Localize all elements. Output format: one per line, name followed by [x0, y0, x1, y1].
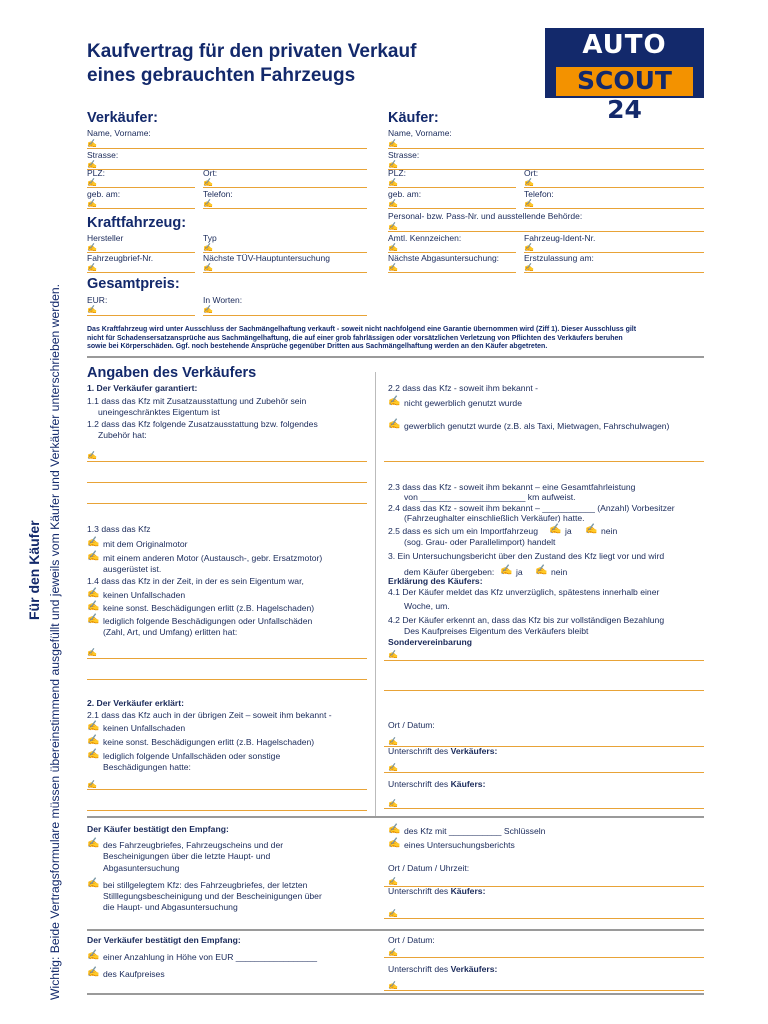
checkbox-pen-icon[interactable]: ✍ — [535, 565, 548, 576]
clause-2-5-cont: (sog. Grau- oder Parallelimport) handelt — [404, 537, 556, 547]
buyer-street-label: Strasse: — [388, 150, 420, 160]
checkbox-pen-icon[interactable]: ✍ — [87, 735, 100, 746]
receipt-decommissioned-cont: Stilllegungsbescheinigung und der Bescheinigungen über — [103, 891, 322, 901]
option2-listed-damage: lediglich folgende Unfallschäden oder sonstige — [103, 751, 281, 761]
pen-icon: ✍ — [87, 780, 97, 789]
price-heading: Gesamtpreis: — [87, 276, 180, 292]
pen-icon: ✍ — [203, 305, 213, 314]
option-original-engine: mit dem Originalmotor — [103, 539, 188, 549]
buyer-name-field[interactable] — [388, 148, 704, 149]
receipt-docs-cont2: Abgasuntersuchung — [103, 863, 180, 873]
seller-info-heading: Angaben des Verkäufers — [87, 365, 257, 381]
pen-icon: ✍ — [524, 243, 534, 252]
pen-icon: ✍ — [388, 199, 398, 208]
pen-icon: ✍ — [388, 948, 398, 957]
checkbox-pen-icon[interactable]: ✍ — [585, 524, 598, 535]
buyer-declaration-title: Erklärung des Käufers: — [388, 576, 483, 586]
receipt-deposit: einer Anzahlung in Höhe von EUR _________________ — [103, 952, 318, 962]
damage2-line-2[interactable] — [87, 810, 367, 811]
buyer-city-label: Ort: — [524, 168, 539, 178]
seller-city-field[interactable] — [203, 187, 367, 188]
buyer-signature-field[interactable] — [384, 808, 704, 809]
pen-icon: ✍ — [388, 243, 398, 252]
seller-zip-field[interactable] — [87, 187, 195, 188]
buyer-vin-label: Fahrzeug-Ident-Nr. — [524, 233, 596, 243]
pen-icon: ✍ — [388, 222, 398, 231]
accessories-line-2[interactable] — [87, 482, 367, 483]
seller-name-field[interactable] — [87, 148, 367, 149]
seller-street-field[interactable] — [87, 169, 367, 170]
clause-2-3-cont: von ______________________ km aufweist. — [404, 492, 576, 502]
divider — [87, 993, 704, 995]
pen-icon: ✍ — [524, 199, 534, 208]
seller-city-label: Ort: — [203, 168, 218, 178]
buyer-street-field[interactable] — [388, 169, 704, 170]
seller-signature-field[interactable] — [384, 772, 704, 773]
buyer-phone-label: Telefon: — [524, 189, 554, 199]
buyer-plate-label: Amtl. Kennzeichen: — [388, 233, 462, 243]
clause-1-2-cont: Zubehör hat: — [98, 430, 147, 440]
damage-line-1[interactable] — [87, 658, 367, 659]
buyer-zip-field[interactable] — [388, 187, 516, 188]
clause-2-1: 2.1 dass das Kfz auch in der übrigen Zeit – soweit ihm bekannt - — [87, 710, 332, 720]
vehicle-tuev-label: Nächste TÜV-Hauptuntersuchung — [203, 253, 330, 263]
buyer-receipt-heading: Der Käufer bestätigt den Empfang: — [87, 824, 229, 834]
receipt-docs-cont: Bescheinigungen über die letzte Haupt- und — [103, 851, 271, 861]
checkbox-pen-icon[interactable]: ✍ — [87, 749, 100, 760]
checkbox-pen-icon[interactable]: ✍ — [87, 721, 100, 732]
clause-2-3: 2.3 dass das Kfz - soweit ihm bekannt – eine Gesamtfahrleistung — [388, 482, 636, 492]
option-no-accident: keinen Unfallschaden — [103, 590, 186, 600]
pen-icon: ✍ — [87, 160, 97, 169]
checkbox-pen-icon[interactable]: ✍ — [388, 838, 401, 849]
vehicle-type-label: Typ — [203, 233, 217, 243]
clause-4-2-cont: Des Kaufpreises Eigentum des Verkäufers bleibt — [404, 626, 589, 636]
section-2-title: 2. Der Verkäufer erklärt: — [87, 698, 184, 708]
buyer-signature-label: Unterschrift des Käufers: — [388, 779, 486, 789]
option2-no-damage: keine sonst. Beschädigungen erlitt (z.B. Hagelschaden) — [103, 737, 315, 747]
pen-icon: ✍ — [388, 763, 398, 772]
pen-icon: ✍ — [87, 648, 97, 657]
copy-label: Für den Käufer — [26, 520, 42, 620]
receipt-docs: des Fahrzeugbriefes, Fahrzeugscheins und der — [103, 840, 284, 850]
buyer-emission-field[interactable] — [388, 272, 516, 273]
clause-1-2: 1.2 dass das Kfz folgende Zusatzausstattung bzw. folgendes — [87, 419, 318, 429]
clause-3: 3. Ein Untersuchungsbericht über den Zustand des Kfz liegt vor und wird — [388, 551, 665, 561]
buyer-phone-field[interactable] — [524, 208, 704, 209]
seller-name-label: Name, Vorname: — [87, 128, 151, 138]
pen-icon: ✍ — [388, 650, 398, 659]
divider — [87, 929, 704, 931]
seller-street-label: Strasse: — [87, 150, 119, 160]
vehicle-brief-field[interactable] — [87, 272, 195, 273]
accessories-line-3[interactable] — [87, 503, 367, 504]
pen-icon: ✍ — [388, 981, 398, 990]
pen-icon: ✍ — [388, 909, 398, 918]
checkbox-pen-icon[interactable]: ✍ — [500, 565, 513, 576]
special-line-1[interactable] — [384, 660, 704, 661]
price-words-label: In Worten: — [203, 295, 243, 305]
divider — [87, 816, 704, 818]
side-note: Wichtig: Beide Vertragsformulare müssen übereinstimmend ausgefüllt und jeweils vom Käufer und Verkäufer unterschrieben werden. — [48, 283, 62, 1000]
buyer-born-label: geb. am: — [388, 189, 422, 199]
checkbox-pen-icon[interactable]: ✍ — [388, 419, 401, 430]
option-commercial: gewerblich genutzt wurde (z.B. als Taxi, Mietwagen, Fahrschulwagen) — [404, 421, 670, 431]
pen-icon: ✍ — [203, 243, 213, 252]
clause-2-4: 2.4 dass das Kfz - soweit ihm bekannt – ___________ (Anzahl) Vorbesitzer — [388, 503, 675, 513]
place-date-label: Ort / Datum: — [388, 720, 435, 730]
receipt-seller-signature-field[interactable] — [384, 990, 704, 991]
pen-icon: ✍ — [203, 263, 213, 272]
option-report-no: nein — [551, 567, 568, 577]
pen-icon: ✍ — [388, 799, 398, 808]
checkbox-pen-icon[interactable]: ✍ — [549, 524, 562, 535]
special-line-2[interactable] — [384, 690, 704, 691]
clause-2-2: 2.2 dass das Kfz - soweit ihm bekannt - — [388, 383, 538, 393]
buyer-city-field[interactable] — [524, 187, 704, 188]
seller-born-field[interactable] — [87, 208, 195, 209]
option-report-yes: ja — [516, 567, 523, 577]
pen-icon: ✍ — [388, 139, 398, 148]
pen-icon: ✍ — [87, 199, 97, 208]
pen-icon: ✍ — [524, 178, 534, 187]
pen-icon: ✍ — [87, 263, 97, 272]
clause-1-1-cont: uneingeschränktes Eigentum ist — [98, 407, 220, 417]
clause-4-1-cont: Woche, um. — [404, 601, 450, 611]
receipt-buyer-signature-label: Unterschrift des Käufers: — [388, 886, 486, 896]
receipt-purchase-price: des Kaufpreises — [103, 969, 165, 979]
vehicle-brief-label: Fahrzeugbrief-Nr. — [87, 253, 154, 263]
divider — [87, 356, 704, 358]
seller-born-label: geb. am: — [87, 189, 121, 199]
clause-3-cont: dem Käufer übergeben: — [404, 567, 495, 577]
checkbox-pen-icon[interactable]: ✍ — [388, 824, 401, 835]
checkbox-pen-icon[interactable]: ✍ — [87, 551, 100, 562]
seller-phone-field[interactable] — [203, 208, 367, 209]
vehicle-maker-label: Hersteller — [87, 233, 124, 243]
accessories-line-1[interactable] — [87, 461, 367, 462]
checkbox-pen-icon[interactable]: ✍ — [388, 396, 401, 407]
seller-signature-label: Unterschrift des Verkäufers: — [388, 746, 498, 756]
receipt-seller-place-field[interactable] — [384, 957, 704, 958]
clause-4-1: 4.1 Der Käufer meldet das Kfz unverzüglich, spätestens innerhalb einer — [388, 587, 660, 597]
checkbox-pen-icon[interactable]: ✍ — [87, 838, 100, 849]
vehicle-heading: Kraftfahrzeug: — [87, 215, 187, 231]
option-listed-damage: lediglich folgende Beschädigungen oder Unfallschäden — [103, 616, 313, 626]
pen-icon: ✍ — [524, 263, 534, 272]
pen-icon: ✍ — [203, 178, 213, 187]
option2-listed-damage-cont: Beschädigungen hatte: — [103, 762, 191, 772]
receipt-buyer-signature-field[interactable] — [384, 918, 704, 919]
buyer-id-label: Personal- bzw. Pass-Nr. und ausstellende Behörde: — [388, 211, 583, 221]
buyer-zip-label: PLZ: — [388, 168, 406, 178]
clause-1-3: 1.3 dass das Kfz — [87, 524, 151, 534]
price-eur-field[interactable] — [87, 315, 195, 316]
receipt-report: eines Untersuchungsberichts — [404, 840, 515, 850]
seller-zip-label: PLZ: — [87, 168, 105, 178]
buyer-firstreg-label: Erstzulassung am: — [524, 253, 594, 263]
option-import-yes: ja — [565, 526, 572, 536]
column-divider — [375, 372, 376, 816]
clause-4-2: 4.2 Der Käufer erkennt an, dass das Kfz bis zur vollständigen Bezahlung — [388, 615, 665, 625]
price-words-field[interactable] — [203, 315, 367, 316]
vehicle-tuev-field[interactable] — [203, 272, 367, 273]
checkbox-pen-icon[interactable]: ✍ — [87, 950, 100, 961]
page-title: Kaufvertrag für den privaten Verkauf eines gebrauchten Fahrzeugs — [87, 41, 417, 86]
receipt-decommissioned: bei stillgelegtem Kfz: des Fahrzeugbriefes, der letzten — [103, 880, 308, 890]
checkbox-pen-icon[interactable]: ✍ — [87, 588, 100, 599]
seller-receipt-heading: Der Verkäufer bestätigt den Empfang: — [87, 935, 241, 945]
pen-icon: ✍ — [87, 139, 97, 148]
seller-phone-label: Telefon: — [203, 189, 233, 199]
buyer-name-label: Name, Vorname: — [388, 128, 452, 138]
option-no-damage: keine sonst. Beschädigungen erlitt (z.B. Hagelschaden) — [103, 603, 315, 613]
option-listed-damage-cont: (Zahl, Art, und Umfang) erlitten hat: — [103, 627, 238, 637]
pen-icon: ✍ — [87, 243, 97, 252]
option-other-engine: mit einem anderen Motor (Austausch-, gebr. Ersatzmotor) — [103, 553, 323, 563]
pen-icon: ✍ — [203, 199, 213, 208]
clause-2-4-cont: (Fahrzeughalter einschließlich Verkäufer) hatte. — [404, 513, 585, 523]
pen-icon: ✍ — [388, 160, 398, 169]
pen-icon: ✍ — [87, 451, 97, 460]
pen-icon: ✍ — [388, 737, 398, 746]
option-import-no: nein — [601, 526, 618, 536]
buyer-emission-label: Nächste Abgasuntersuchung: — [388, 253, 500, 263]
pen-icon: ✍ — [388, 877, 398, 886]
damage-line-2[interactable] — [87, 679, 367, 680]
seller-heading: Verkäufer: — [87, 110, 158, 126]
autoscout24-logo: AUTO SCOUT 24 — [545, 28, 704, 98]
disclaimer: Das Kraftfahrzeug wird unter Ausschluss der Sachmängelhaftung verkauft - soweit nicht nachfolgend eine Garantie übernommen wird (Ziff 1). Dieser Ausschluss gilt nicht für Schadensersatzansprüche aus Sachmängelhaftung, die auf einer grob fahrlässigen oder vorsätzlichen Verletzung von Pflichten des Verkäufers beruhen sowie bei Körperschäden. Ggf. noch bestehende Ansprüche gegenüber Dritten aus Sachmängelhaftung werden an den Käufer abgetreten. — [87, 326, 637, 350]
special-agreement-title: Sondervereinbarung — [388, 637, 473, 647]
checkbox-pen-icon[interactable]: ✍ — [87, 537, 100, 548]
checkbox-pen-icon[interactable]: ✍ — [87, 878, 100, 889]
receipt-seller-signature-label: Unterschrift des Verkäufers: — [388, 964, 498, 974]
pen-icon: ✍ — [87, 305, 97, 314]
clause-1-4: 1.4 dass das Kfz in der Zeit, in der es sein Eigentum war, — [87, 576, 304, 586]
buyer-born-field[interactable] — [388, 208, 516, 209]
price-eur-label: EUR: — [87, 295, 108, 305]
damage2-line-1[interactable] — [87, 789, 367, 790]
commercial-line-1[interactable] — [384, 461, 704, 462]
receipt-seller-place-label: Ort / Datum: — [388, 935, 435, 945]
buyer-id-field[interactable] — [388, 231, 704, 232]
pen-icon: ✍ — [388, 263, 398, 272]
receipt-place-time-label: Ort / Datum / Uhrzeit: — [388, 863, 470, 873]
option2-no-accident: keinen Unfallschaden — [103, 723, 186, 733]
clause-1-1: 1.1 dass das Kfz mit Zusatzausstattung und Zubehör sein — [87, 396, 307, 406]
clause-2-5: 2.5 dass es sich um ein Importfahrzeug — [388, 526, 538, 536]
pen-icon: ✍ — [388, 178, 398, 187]
receipt-keys: des Kfz mit ___________ Schlüsseln — [404, 826, 546, 836]
buyer-firstreg-field[interactable] — [524, 272, 704, 273]
checkbox-pen-icon[interactable]: ✍ — [87, 967, 100, 978]
option-noncommercial: nicht gewerblich genutzt wurde — [404, 398, 522, 408]
section-1-title: 1. Der Verkäufer garantiert: — [87, 383, 198, 393]
pen-icon: ✍ — [87, 178, 97, 187]
checkbox-pen-icon[interactable]: ✍ — [87, 614, 100, 625]
buyer-heading: Käufer: — [388, 110, 439, 126]
option-other-engine-cont: ausgerüstet ist. — [103, 564, 162, 574]
receipt-decommissioned-cont2: die Haupt- und Abgasuntersuchung — [103, 902, 238, 912]
checkbox-pen-icon[interactable]: ✍ — [87, 601, 100, 612]
